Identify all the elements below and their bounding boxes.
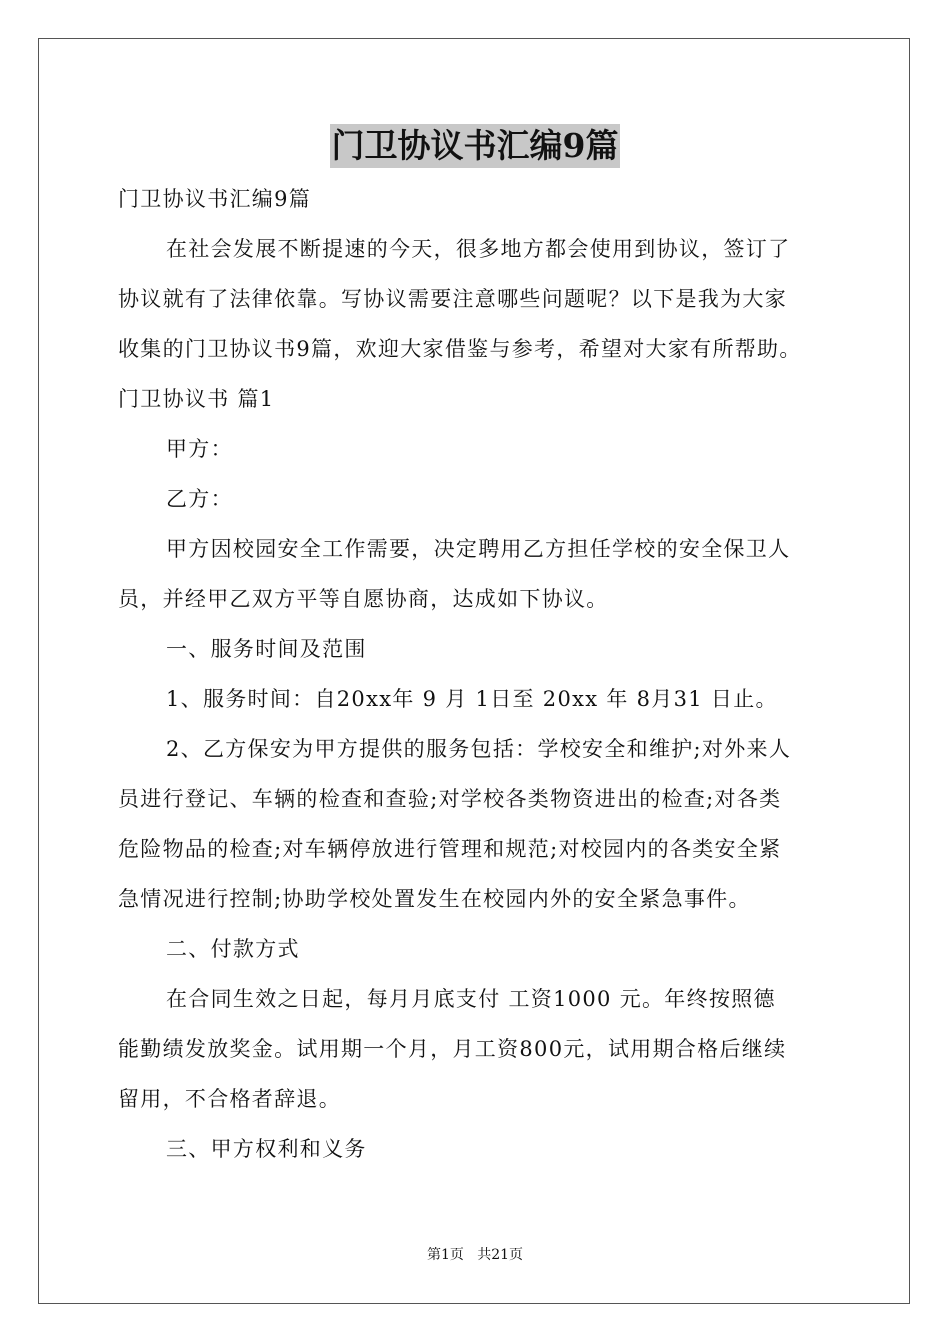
paragraph-line: 留用，不合格者辞退。 <box>118 1087 341 1111</box>
clause-heading: 二、付款方式 <box>166 937 300 961</box>
document-title: 门卫协议书汇编9篇 <box>330 124 621 168</box>
paragraph-line: 员进行登记、车辆的检查和查验;对学校各类物资进出的检查;对各类 <box>118 787 782 811</box>
party-a-label: 甲方： <box>166 437 233 461</box>
clause-heading: 一、服务时间及范围 <box>166 637 367 661</box>
subtitle-line: 门卫协议书汇编9篇 <box>118 187 312 211</box>
paragraph-line: 甲方因校园安全工作需要，决定聘用乙方担任学校的安全保卫人 <box>166 537 791 561</box>
paragraph-line: 能勤绩发放奖金。试用期一个月，月工资800元，试用期合格后继续 <box>118 1037 787 1061</box>
paragraph-line: 危险物品的检查;对车辆停放进行管理和规范;对校园内的各类安全紧 <box>118 837 782 861</box>
section-heading: 门卫协议书 篇1 <box>118 387 275 411</box>
paragraph-line: 1、服务时间：自20xx年 9 月 1日至 20xx 年 8月31 日止。 <box>166 687 778 711</box>
page-number: 第1页 共21页 <box>426 1247 524 1263</box>
paragraph-line: 急情况进行控制;协助学校处置发生在校园内外的安全紧急事件。 <box>118 887 751 911</box>
paragraph-line: 2、乙方保安为甲方提供的服务包括：学校安全和维护;对外来人 <box>166 737 792 761</box>
paragraph-line: 在社会发展不断提速的今天，很多地方都会使用到协议，签订了 <box>166 237 791 261</box>
paragraph-line: 在合同生效之日起，每月月底支付 工资1000 元。年终按照德 <box>166 987 776 1011</box>
paragraph-line: 协议就有了法律依靠。写协议需要注意哪些问题呢？以下是我为大家 <box>118 287 787 311</box>
party-b-label: 乙方： <box>166 487 233 511</box>
paragraph-line: 员，并经甲乙双方平等自愿协商，达成如下协议。 <box>118 587 609 611</box>
clause-heading: 三、甲方权利和义务 <box>166 1137 367 1161</box>
page-footer <box>0 1246 950 1264</box>
title-container <box>0 124 950 168</box>
page-border <box>38 38 910 1304</box>
paragraph-line: 收集的门卫协议书9篇，欢迎大家借鉴与参考，希望对大家有所帮助。 <box>118 337 802 361</box>
